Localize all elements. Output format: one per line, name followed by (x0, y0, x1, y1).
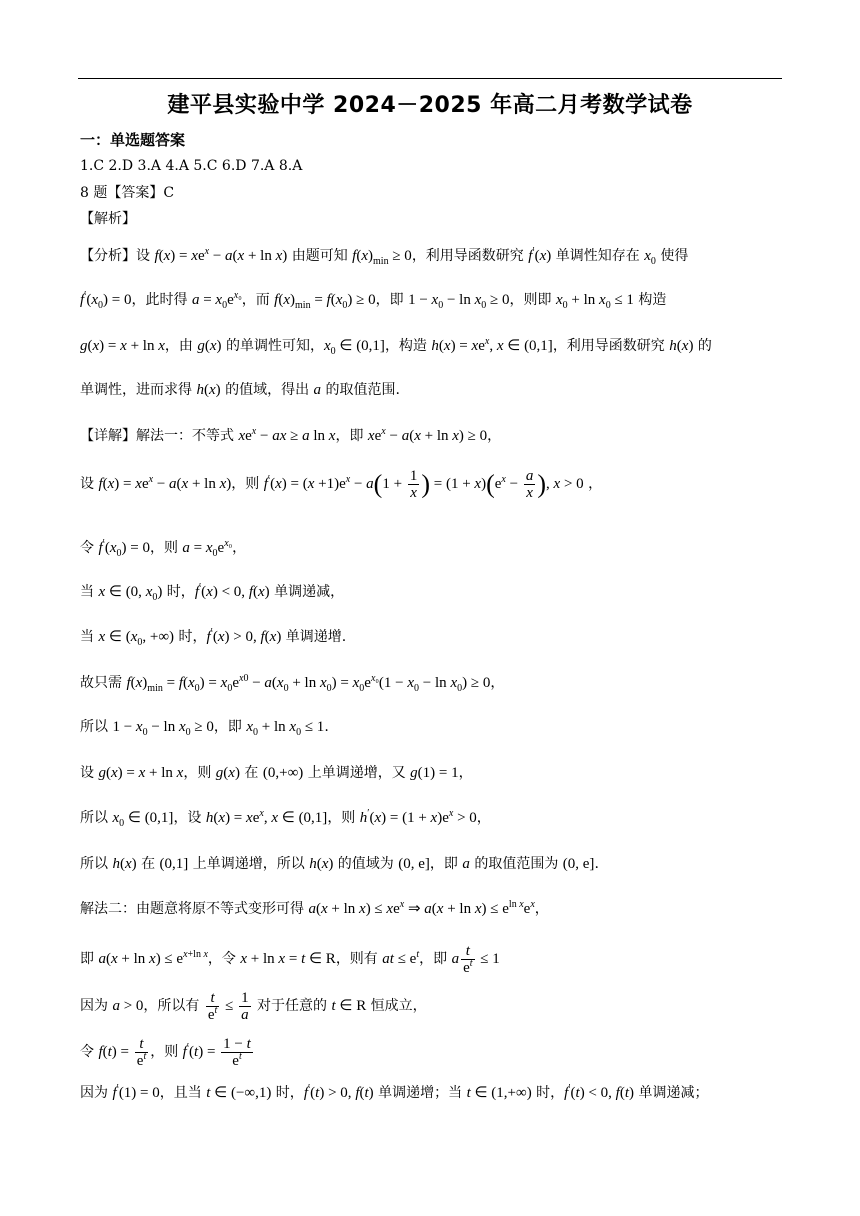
method2-line-5: 因为 f′(1) = 0，且当 t ∈ (−∞,1) 时，f′(t) > 0, f(t) 单调递增；当 t ∈ (1,+∞) 时，f′(t) < 0, f(t) 单调递减； (80, 1083, 709, 1101)
top-rule (78, 78, 782, 79)
detail-line-6: 故只需 $f(x)_{min} = f(x_0) = x_0e^{x0} - a(x_0 + \ln x_0) = x_0e^{x_0}(1 - x_0 - \ln x_0) \ge 0$， (80, 673, 505, 694)
detail-line-9: 所以 $x_0$ ∈ (0,1]，设 $h(x) = xe^x$, x ∈ (0,1]，则 $h'(x) = (1 + x)e^x > 0$， (80, 808, 491, 829)
detail-line-8: 设 g(x) = x + ln x，则 g(x) 在 (0,+∞) 上单调递增，又 g(1) = 1， (80, 765, 473, 781)
analysis-line-1: 【分析】设 $f(x) = xe^x - a(x + \ln x)$ 由题可知 $f(x)_{min} \ge 0$，利用导函数研究 f′(x) 单调性知存在 $x_0$ 使得 (80, 246, 689, 267)
detail-line-4: 当 x ∈ (0, $x_0$) 时，f′(x) < 0, f(x) 单调递减， (80, 582, 345, 603)
q8-answer: 8 题【答案】C (80, 185, 175, 201)
detail-line-3: 令 $f'(x_0) = 0$，则 $a = x_0e^{x_0}$， (80, 538, 247, 559)
analysis-tag: 【分析】 (80, 248, 136, 264)
method2-line-4: 令 f(t) = $\frac{t}{e^t}$ ，则 f′(t) = $\frac{1 - t}{e^t}$ (80, 1036, 251, 1069)
detail-line-5: 当 x ∈ ($x_0$, +∞) 时，f′(x) > 0, f(x) 单调递增. (80, 627, 347, 648)
section-heading: 一：单选题答案 (80, 131, 186, 149)
answer-list: 1.C 2.D 3.A 4.A 5.C 6.D 7.A 8.A (80, 158, 303, 174)
document-title: 建平县实验中学 2024－2025 年高二月考数学试卷 (167, 93, 693, 118)
detail-line-10: 所以 h(x) 在 (0,1] 上单调递增，所以 h(x) 的值域为 (0, e]，即 a 的取值范围为 (0, e]. (80, 856, 599, 872)
analysis-line-3: g(x) = x + ln x，由 g(x) 的单调性可知，$x_0$ ∈ (0,1]，构造 $h(x) = xe^x$, x ∈ (0,1]，利用导函数研究 h(x) 的 (80, 336, 712, 357)
analysis-label: 【解析】 (80, 211, 136, 227)
method-two-label: 解法二： (80, 901, 136, 917)
method2-line-3: 因为 a > 0，所以有 $\frac{t}{e^t}$ ≤ $\frac{1}{a}$ 对于任意的 t ∈ R 恒成立， (80, 990, 427, 1023)
detail-line-1: 【详解】解法一：不等式 $xe^x$ − ax ≥ a ln x，即 $xe^x - a(x + \ln x) \ge 0$， (80, 426, 502, 444)
detail-line-2: 设 $f(x) = xe^x - a(x + \ln x)$，则 $f'(x) = (x +1)e^x - a(1$ + $\frac{1}{x}$ ) = $(1 + x)(e^x$ − $\frac{a}{x}$ ), x > 0 ， (80, 468, 603, 501)
method-one-label: 解法一： (136, 428, 192, 444)
method2-line-2: 即 $a(x + \ln x) \le e^{x+ln x}$，令 x + ln x = t ∈ R，则有 at ≤ $e^t$，即 a $\frac{t}{e^t}$ ≤ 1 (80, 943, 500, 976)
detail-tag: 【详解】 (80, 428, 136, 444)
method2-line-1: 解法二：由题意将原不等式变形可得 $a(x + \ln x) \le xe^x$ ⇒ $a(x + \ln x) \le e^{ln x}e^x$， (80, 899, 549, 917)
detail-line-7: 所以 $1 - x_0 - \ln x_0 \ge 0$，即 $x_0 + \ln x_0 \le 1$. (80, 719, 329, 738)
analysis-line-4: 单调性，进而求得 h(x) 的值域，得出 a 的取值范围. (80, 382, 400, 398)
analysis-line-2: $f'(x_0) = 0$，此时得 $a = x_0e^{x_0}$，而 $f(x)_{min} = f(x_0) \ge 0$，即 $1 - x_0 - \ln x_0 \ge 0$，则即 $x_0 + \ln x_0 \le 1$ 构造 (80, 290, 667, 311)
